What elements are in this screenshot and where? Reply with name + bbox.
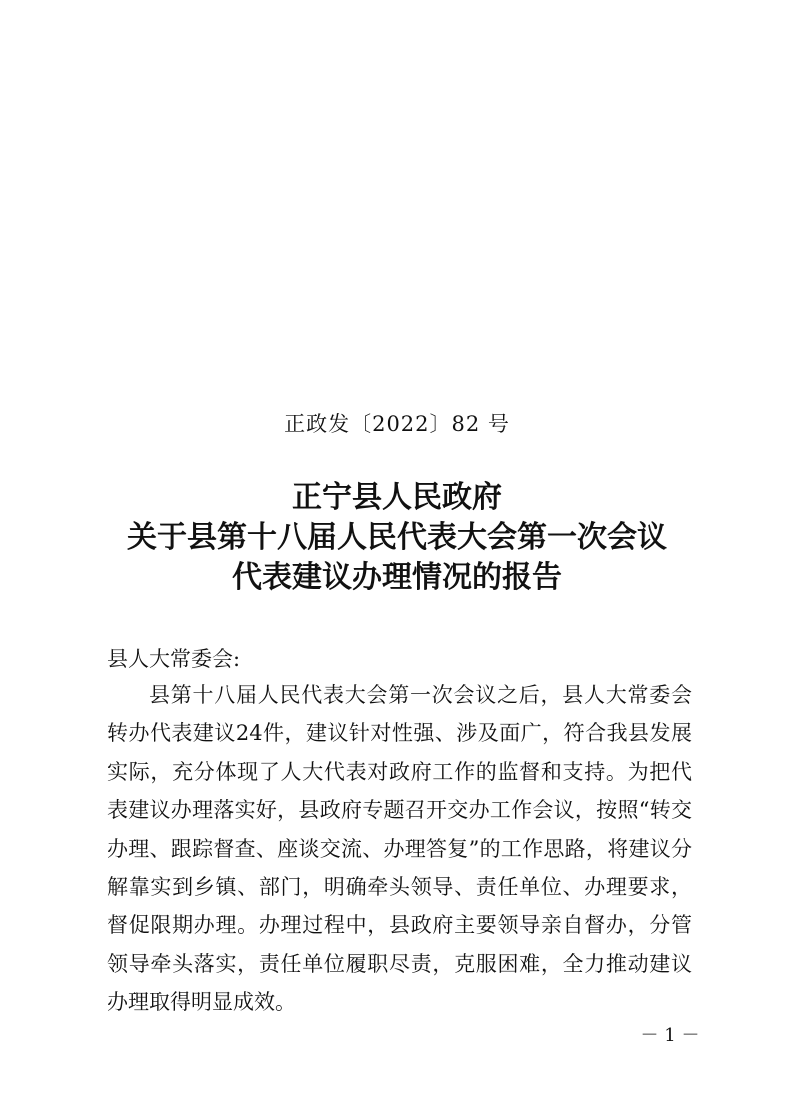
page-number: － 1 －: [640, 1025, 700, 1046]
document-title: [0, 478, 794, 598]
document-number: 正政发〔2022〕82 号: [284, 412, 510, 436]
title-line-1: 正宁县人民政府: [292, 480, 502, 515]
salutation: 县人大常委会:: [107, 647, 241, 671]
title-line-3: 代表建议办理情况的报告: [232, 560, 562, 595]
title-line-2: 关于县第十八届人民代表大会第一次会议: [127, 520, 667, 555]
body-paragraph: 县第十八届人民代表大会第一次会议之后，县人大常委会转办代表建议24件，建议针对性强、涉及面广，符合我县发展实际，充分体现了人大代表对政府工作的监督和支持。为把代表建议办理落实好，县政府专题召开交办工作会议，按照“转交办理、跟踪督查、座谈交流、办理答复”的工作思路，将建议分解靠实到乡镇、部门，明确牵头领导、责任单位、办理要求，督促限期办理。办理过程中，县政府主要领导亲自督办，分管领导牵头落实，责任单位履职尽责，克服困难，全力推动建议办理取得明显成效。: [107, 683, 692, 1015]
